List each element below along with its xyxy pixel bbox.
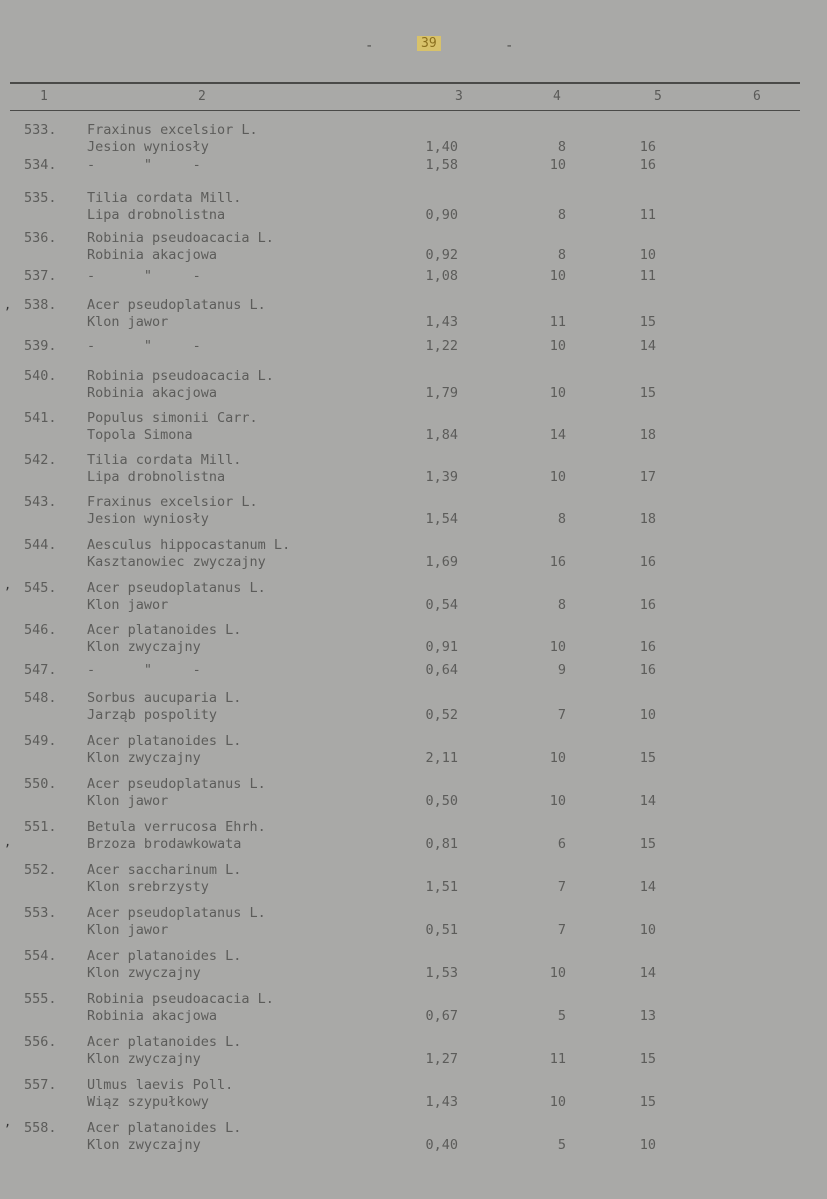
measure-value: 0,52 (425, 707, 458, 723)
measure-value: 1,51 (425, 879, 458, 895)
species-polish-name: Jarząb pospolity (87, 707, 218, 723)
column-4-value: 10 (549, 338, 566, 354)
measure-value: 1,58 (425, 157, 458, 173)
row-number: 555. (24, 991, 57, 1007)
measure-value: 0,91 (425, 639, 458, 655)
species-latin-name: Acer platanoides L. (87, 622, 242, 638)
species-latin-name: Betula verrucosa Ehrh. (87, 819, 266, 835)
species-polish-name: Lipa drobnolistna (87, 207, 226, 223)
species-latin-name: Populus simonii Carr. (87, 410, 258, 426)
species-polish-name: Klon zwyczajny (87, 639, 201, 655)
page-number: 39 (417, 36, 441, 51)
species-polish-name: Klon jawor (87, 793, 169, 809)
row-number: 534. (24, 157, 57, 173)
column-header-4: 4 (553, 89, 561, 104)
column-5-value: 14 (639, 965, 656, 981)
species-polish-name: Klon jawor (87, 597, 169, 613)
column-4-value: 5 (557, 1008, 566, 1024)
species-latin-name: Acer platanoides L. (87, 1034, 242, 1050)
row-number: 545. (24, 580, 57, 596)
species-latin-name: Sorbus aucuparia L. (87, 690, 242, 706)
header-dash-left: - (365, 38, 374, 54)
column-4-value: 7 (557, 707, 566, 723)
measure-value: 0,81 (425, 836, 458, 852)
measure-value: 1,43 (425, 1094, 458, 1110)
column-4-value: 10 (549, 469, 566, 485)
header-bottom-rule (10, 110, 800, 111)
species-polish-name: Topola Simona (87, 427, 193, 443)
species-latin-name: Fraxinus excelsior L. (87, 494, 258, 510)
row-number: 544. (24, 537, 57, 553)
column-header-3: 3 (455, 89, 463, 104)
measure-value: 0,51 (425, 922, 458, 938)
row-number: 542. (24, 452, 57, 468)
species-latin-name: Acer platanoides L. (87, 733, 242, 749)
column-5-value: 11 (639, 268, 656, 284)
column-5-value: 15 (639, 385, 656, 401)
column-5-value: 14 (639, 338, 656, 354)
measure-value: 1,54 (425, 511, 458, 527)
species-polish-name: Wiąz szypułkowy (87, 1094, 209, 1110)
species-latin-name: - " - (87, 268, 201, 284)
species-polish-name: Klon zwyczajny (87, 750, 201, 766)
measure-value: 0,92 (425, 247, 458, 263)
species-latin-name: Fraxinus excelsior L. (87, 122, 258, 138)
row-number: 554. (24, 948, 57, 964)
column-5-value: 15 (639, 1094, 656, 1110)
measure-value: 1,84 (425, 427, 458, 443)
column-4-value: 16 (549, 554, 566, 570)
column-4-value: 8 (557, 139, 566, 155)
column-5-value: 18 (639, 511, 656, 527)
column-4-value: 10 (549, 965, 566, 981)
species-polish-name: Klon zwyczajny (87, 1137, 201, 1153)
column-4-value: 8 (557, 247, 566, 263)
column-4-value: 10 (549, 268, 566, 284)
row-number: 539. (24, 338, 57, 354)
row-number: 548. (24, 690, 57, 706)
column-4-value: 11 (549, 1051, 566, 1067)
species-latin-name: Aesculus hippocastanum L. (87, 537, 291, 553)
species-polish-name: Klon jawor (87, 922, 169, 938)
species-latin-name: Acer pseudoplatanus L. (87, 776, 266, 792)
species-polish-name: Jesion wyniosły (87, 139, 209, 155)
row-number: 540. (24, 368, 57, 384)
column-4-value: 6 (557, 836, 566, 852)
column-5-value: 10 (639, 247, 656, 263)
species-latin-name: Ulmus laevis Poll. (87, 1077, 234, 1093)
measure-value: 1,40 (425, 139, 458, 155)
species-latin-name: Robinia pseudoacacia L. (87, 991, 274, 1007)
column-5-value: 11 (639, 207, 656, 223)
measure-value: 1,39 (425, 469, 458, 485)
species-polish-name: Klon jawor (87, 314, 169, 330)
column-5-value: 17 (639, 469, 656, 485)
species-polish-name: Brzoza brodawkowata (87, 836, 242, 852)
column-4-value: 10 (549, 750, 566, 766)
column-5-value: 16 (639, 139, 656, 155)
species-polish-name: Klon zwyczajny (87, 1051, 201, 1067)
column-5-value: 16 (639, 662, 656, 678)
row-number: 553. (24, 905, 57, 921)
species-latin-name: Acer platanoides L. (87, 948, 242, 964)
row-number: 549. (24, 733, 57, 749)
species-latin-name: Tilia cordata Mill. (87, 190, 242, 206)
column-5-value: 14 (639, 793, 656, 809)
column-4-value: 7 (557, 922, 566, 938)
column-4-value: 10 (549, 793, 566, 809)
column-5-value: 14 (639, 879, 656, 895)
measure-value: 0,50 (425, 793, 458, 809)
column-4-value: 8 (557, 207, 566, 223)
column-5-value: 18 (639, 427, 656, 443)
species-latin-name: - " - (87, 338, 201, 354)
column-4-value: 14 (549, 427, 566, 443)
column-5-value: 16 (639, 597, 656, 613)
column-5-value: 16 (639, 554, 656, 570)
species-polish-name: Robinia akacjowa (87, 385, 218, 401)
column-5-value: 16 (639, 157, 656, 173)
column-5-value: 16 (639, 639, 656, 655)
column-header-1: 1 (40, 89, 48, 104)
row-number: 550. (24, 776, 57, 792)
row-number: 533. (24, 122, 57, 138)
column-header-6: 6 (753, 89, 761, 104)
species-polish-name: Jesion wyniosły (87, 511, 209, 527)
species-latin-name: Robinia pseudoacacia L. (87, 230, 274, 246)
column-5-value: 15 (639, 836, 656, 852)
column-4-value: 7 (557, 879, 566, 895)
row-number: 538. (24, 297, 57, 313)
row-number: 546. (24, 622, 57, 638)
species-polish-name: Lipa drobnolistna (87, 469, 226, 485)
margin-mark: , (4, 1115, 12, 1129)
row-number: 543. (24, 494, 57, 510)
measure-value: 1,22 (425, 338, 458, 354)
row-number: 535. (24, 190, 57, 206)
column-5-value: 10 (639, 707, 656, 723)
column-header-2: 2 (198, 89, 206, 104)
measure-value: 0,54 (425, 597, 458, 613)
column-4-value: 8 (557, 511, 566, 527)
column-4-value: 9 (557, 662, 566, 678)
margin-mark: , (4, 298, 12, 312)
measure-value: 0,90 (425, 207, 458, 223)
species-polish-name: Robinia akacjowa (87, 247, 218, 263)
species-polish-name: Robinia akacjowa (87, 1008, 218, 1024)
row-number: 556. (24, 1034, 57, 1050)
table-top-rule (10, 82, 800, 84)
column-5-value: 15 (639, 750, 656, 766)
column-4-value: 10 (549, 157, 566, 173)
measure-value: 1,27 (425, 1051, 458, 1067)
header-dash-right: - (505, 38, 514, 54)
column-4-value: 5 (557, 1137, 566, 1153)
species-latin-name: Acer pseudoplatanus L. (87, 580, 266, 596)
measure-value: 0,40 (425, 1137, 458, 1153)
row-number: 547. (24, 662, 57, 678)
measure-value: 2,11 (425, 750, 458, 766)
measure-value: 0,67 (425, 1008, 458, 1024)
measure-value: 1,79 (425, 385, 458, 401)
species-latin-name: Robinia pseudoacacia L. (87, 368, 274, 384)
measure-value: 0,64 (425, 662, 458, 678)
measure-value: 1,43 (425, 314, 458, 330)
species-polish-name: Klon srebrzysty (87, 879, 209, 895)
column-4-value: 11 (549, 314, 566, 330)
row-number: 536. (24, 230, 57, 246)
row-number: 552. (24, 862, 57, 878)
row-number: 537. (24, 268, 57, 284)
measure-value: 1,08 (425, 268, 458, 284)
species-latin-name: Acer pseudoplatanus L. (87, 297, 266, 313)
species-latin-name: Tilia cordata Mill. (87, 452, 242, 468)
species-latin-name: - " - (87, 662, 201, 678)
column-4-value: 10 (549, 639, 566, 655)
species-latin-name: - " - (87, 157, 201, 173)
species-latin-name: Acer pseudoplatanus L. (87, 905, 266, 921)
species-polish-name: Kasztanowiec zwyczajny (87, 554, 266, 570)
row-number: 541. (24, 410, 57, 426)
column-header-5: 5 (654, 89, 662, 104)
row-number: 558. (24, 1120, 57, 1136)
column-4-value: 10 (549, 1094, 566, 1110)
margin-mark: , (4, 578, 12, 592)
column-4-value: 8 (557, 597, 566, 613)
species-latin-name: Acer saccharinum L. (87, 862, 242, 878)
column-5-value: 15 (639, 1051, 656, 1067)
column-5-value: 13 (639, 1008, 656, 1024)
column-5-value: 10 (639, 922, 656, 938)
row-number: 557. (24, 1077, 57, 1093)
margin-mark: , (4, 835, 12, 849)
measure-value: 1,53 (425, 965, 458, 981)
column-5-value: 10 (639, 1137, 656, 1153)
column-4-value: 10 (549, 385, 566, 401)
measure-value: 1,69 (425, 554, 458, 570)
row-number: 551. (24, 819, 57, 835)
species-latin-name: Acer platanoides L. (87, 1120, 242, 1136)
column-5-value: 15 (639, 314, 656, 330)
species-polish-name: Klon zwyczajny (87, 965, 201, 981)
